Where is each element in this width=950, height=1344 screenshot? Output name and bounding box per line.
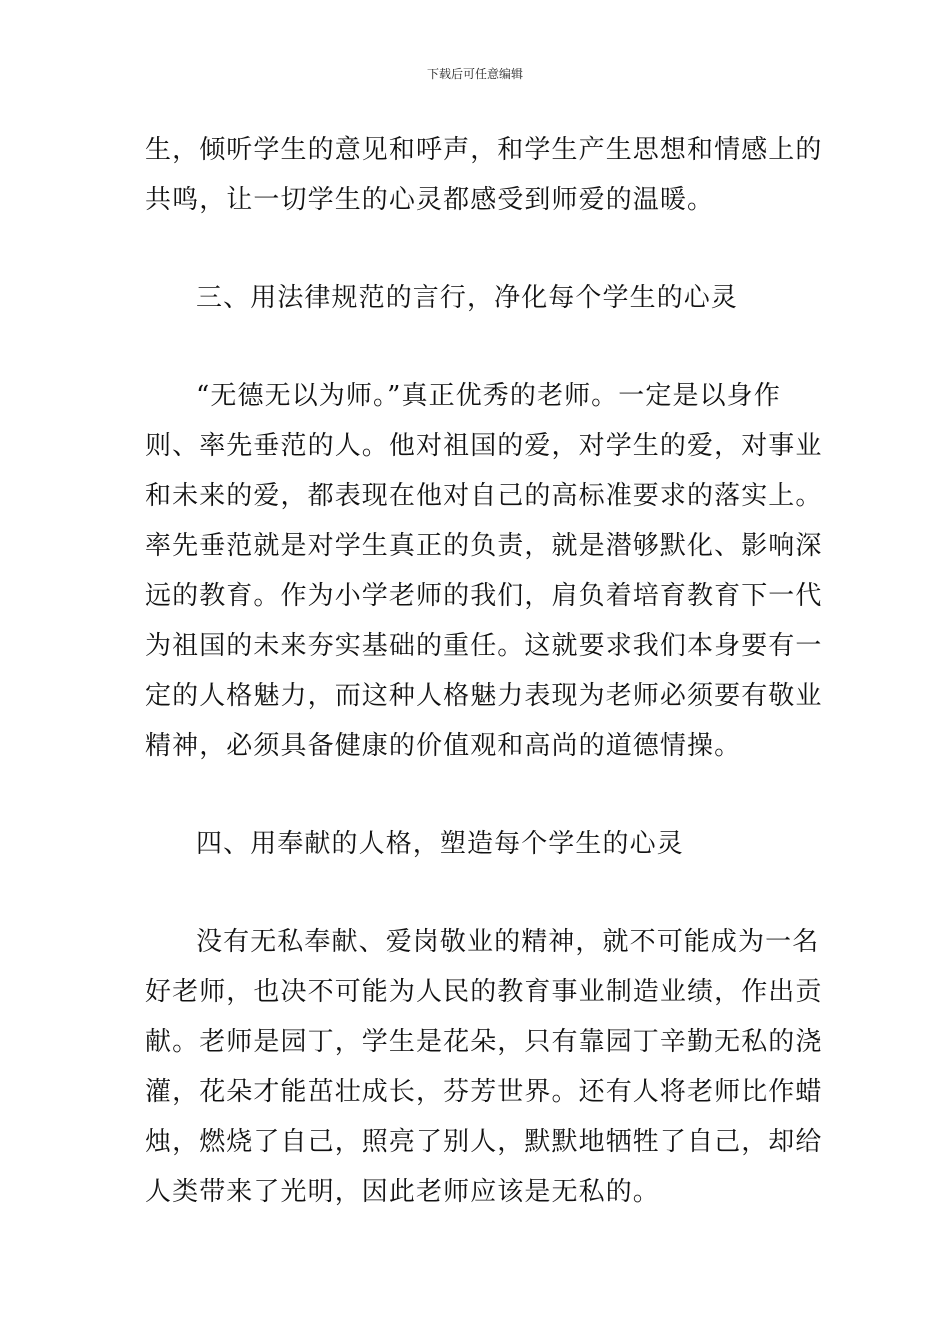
page-header: 下载后可任意编辑	[426, 67, 523, 81]
paragraph-line: 精神，必须具备健康的价值观和高尚的道德情操。	[145, 731, 742, 761]
paragraph-line: 则、率先垂范的人。他对祖国的爱，对学生的爱，对事业	[145, 431, 823, 461]
paragraph-line: 定的人格魅力，而这种人格魅力表现为老师必须要有敬业	[145, 681, 823, 711]
paragraph-line: 远的教育。作为小学老师的我们，肩负着培育教育下一代	[145, 581, 823, 611]
section-heading: 三、用法律规范的言行，净化每个学生的心灵	[196, 283, 739, 313]
paragraph-line: 率先垂范就是对学生真正的负责，就是潜够默化、影响深	[145, 531, 823, 561]
paragraph-line: “无德无以为师。”真正优秀的老师。一定是以身作	[196, 381, 781, 411]
paragraph-line: 人类带来了光明，因此老师应该是无私的。	[145, 1177, 660, 1207]
paragraph-line: 共鸣，让一切学生的心灵都感受到师爱的温暖。	[145, 185, 715, 215]
paragraph-line: 和未来的爱，都表现在他对自己的高标准要求的落实上。	[145, 481, 823, 511]
paragraph-line: 灌，花朵才能茁壮成长，芬芳世界。还有人将老师比作蜡	[145, 1077, 823, 1107]
paragraph-line: 好老师，也决不可能为人民的教育事业制造业绩，作出贡	[145, 977, 823, 1007]
paragraph-line: 献。老师是园丁，学生是花朵，只有靠园丁辛勤无私的浇	[145, 1027, 823, 1057]
paragraph-line: 生，倾听学生的意见和呼声，和学生产生思想和情感上的	[145, 135, 823, 165]
section-heading: 四、用奉献的人格，塑造每个学生的心灵	[196, 829, 684, 859]
paragraph-line: 为祖国的未来夯实基础的重任。这就要求我们本身要有一	[145, 631, 823, 661]
paragraph-line: 没有无私奉献、爱岗敬业的精神，就不可能成为一名	[196, 927, 820, 957]
paragraph-line: 烛，燃烧了自己，照亮了别人，默默地牺牲了自己，却给	[145, 1127, 823, 1157]
